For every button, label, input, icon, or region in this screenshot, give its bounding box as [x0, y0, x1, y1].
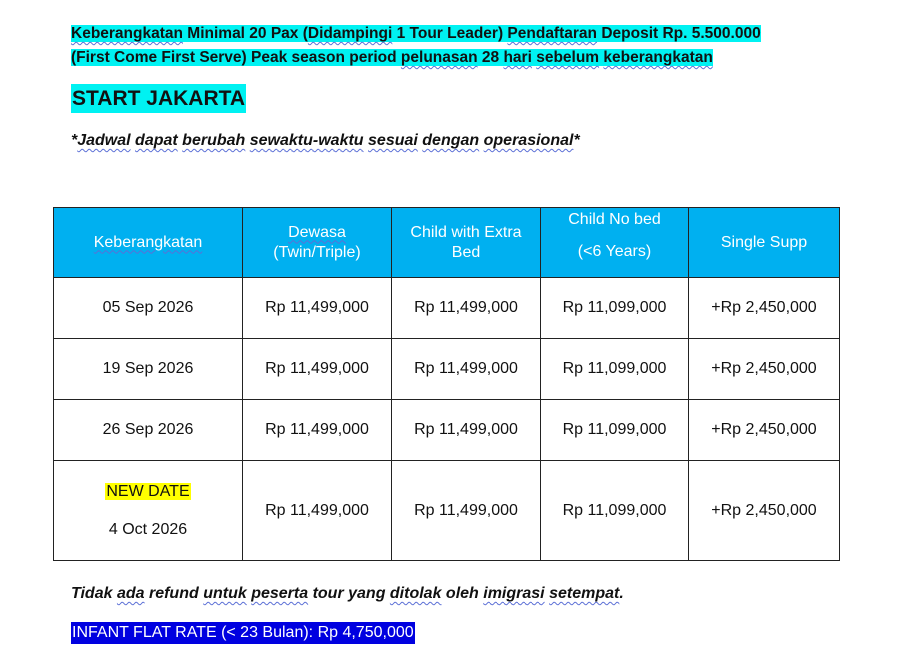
departure-date: 19 Sep 2026 [54, 339, 243, 400]
departure-notice [71, 22, 831, 70]
child-no-bed-price: Rp 11,099,000 [541, 339, 689, 400]
start-city-heading: START JAKARTA [71, 84, 246, 113]
header-departure: Keberangkatan [54, 208, 243, 278]
child-no-bed-price: Rp 11,099,000 [541, 278, 689, 339]
child-extra-bed-price: Rp 11,499,000 [392, 461, 541, 561]
adult-price: Rp 11,499,000 [243, 278, 392, 339]
adult-price: Rp 11,499,000 [243, 400, 392, 461]
table-row [54, 400, 840, 461]
header-child-extra-bed: Child with Extra Bed [392, 208, 541, 278]
infant-flat-rate: INFANT FLAT RATE (< 23 Bulan): Rp 4,750,000 [71, 622, 415, 644]
schedule-disclaimer: *Jadwal dapat berubah sewaktu-waktu sesuai dengan operasional* [71, 132, 580, 149]
table-row [54, 339, 840, 400]
child-extra-bed-price: Rp 11,499,000 [392, 278, 541, 339]
departure-date: 05 Sep 2026 [54, 278, 243, 339]
child-no-bed-price: Rp 11,099,000 [541, 461, 689, 561]
table-header-row [54, 208, 840, 278]
adult-price: Rp 11,499,000 [243, 339, 392, 400]
header-child-no-bed: Child No bed (<6 Years) [541, 208, 689, 278]
single-supp-price: +Rp 2,450,000 [689, 278, 840, 339]
header-adult: Dewasa (Twin/Triple) [243, 208, 392, 278]
header-single-supp: Single Supp [689, 208, 840, 278]
departure-notice-text: Keberangkatan Minimal 20 Pax (Didampingi 1 Tour Leader) Pendaftaran Deposit Rp. 5.500.000 (First Come First Serve) Peak season period pelunasan 28 hari sebelum keberangkatan [71, 25, 761, 66]
child-no-bed-price: Rp 11,099,000 [541, 400, 689, 461]
departure-date-cell [54, 461, 243, 561]
child-extra-bed-price: Rp 11,499,000 [392, 400, 541, 461]
single-supp-price: +Rp 2,450,000 [689, 339, 840, 400]
departure-date: 26 Sep 2026 [54, 400, 243, 461]
table-row [54, 278, 840, 339]
new-date-badge: NEW DATE [106, 482, 190, 500]
departure-date: 4 Oct 2026 [108, 520, 188, 538]
table-row [54, 461, 840, 561]
refund-disclaimer: Tidak ada refund untuk peserta tour yang ditolak oleh imigrasi setempat. [71, 585, 624, 602]
price-table [53, 207, 840, 561]
single-supp-price: +Rp 2,450,000 [689, 461, 840, 561]
child-extra-bed-price: Rp 11,499,000 [392, 339, 541, 400]
adult-price: Rp 11,499,000 [243, 461, 392, 561]
single-supp-price: +Rp 2,450,000 [689, 400, 840, 461]
